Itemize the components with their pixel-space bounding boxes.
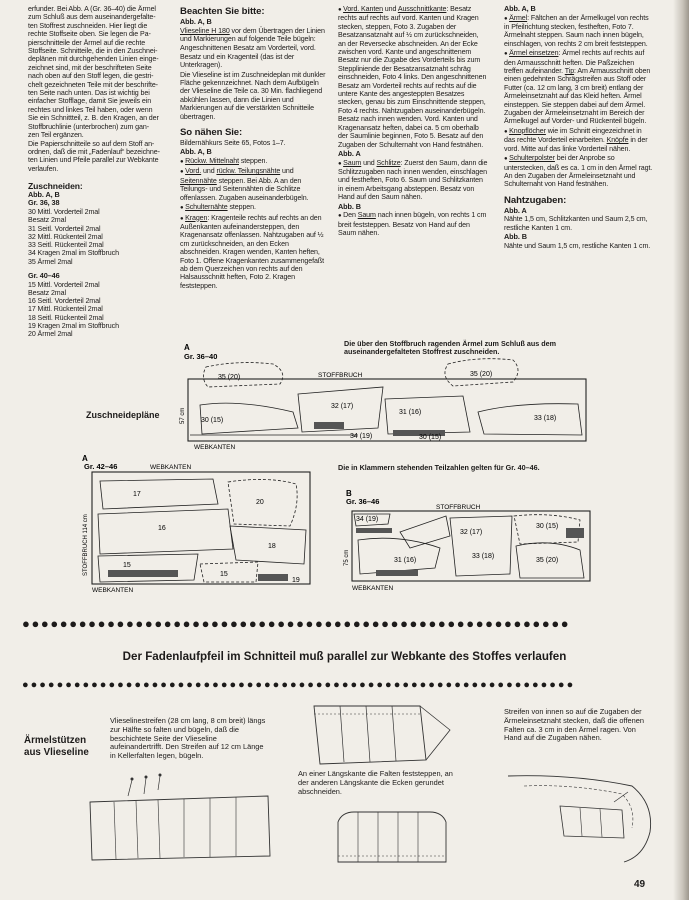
besatz-paragraph: Angeschnittenen Besatz am Vorderteil, vord. Besatz und ein Kragenteil (das ist der Unterkragen).	[180, 44, 316, 70]
term-vord: Vord.	[185, 167, 202, 176]
strip-illustration-1	[84, 772, 274, 862]
a2-piece: 20	[256, 499, 264, 506]
numbers-note: Die in Klammern stehenden Teilzahlen gelten für Gr. 40–46.	[338, 463, 540, 472]
step-aermel-einsetzen-tip: : Am Armausschnitt oben einen gedehnten Schrägstreifen aus Stoff oder Futter (ca. 12 cm lang, 3 cm breit) entlang der Ärmeleinsetznaht auf das Kleid heften. Ärmel einsteppen. Sie steppen dabei auf dem Ärmel. Zugaben der Ärmeleinsetznaht im Bereich der Ärmelkugel auf Vorder- und Rückenteil bügeln.	[504, 67, 651, 126]
intro-line: erfunder. Bei Abb. A (Gr. 36–40) die Ärmel	[28, 5, 156, 13]
a2-size: Gr. 42–46	[84, 462, 118, 471]
intro-text	[28, 5, 168, 173]
step-knopfloecher-rest: wie im Schnitt eingezeichnet in das rechte Vorderteil einarbeiten.	[504, 126, 642, 145]
zuschneideplaene-label: Zuschneidepläne	[86, 410, 160, 420]
a1-width: 57 cm	[180, 407, 186, 424]
step-aermel	[504, 14, 654, 49]
a1-piece: 34 (19)	[350, 433, 373, 440]
a2-selvage-bottom: WEBKANTEN	[92, 587, 134, 594]
a1-piece: 33 (18)	[534, 415, 557, 422]
a2-fold: STOFFBRUCH 114 cm	[83, 514, 89, 576]
step-vord-kanten	[338, 5, 488, 149]
piece-list-item: 35 Ärmel 2mal	[28, 257, 73, 266]
a2-piece: 18	[268, 543, 276, 550]
step-schulterpolster-rest: bei der Anprobe so unterstecken, daß es ca. 1 cm in den Ärmel ragt. An den Zugaben der Ärmeleinsetznaht und Schulternaht von Hand festnähen.	[504, 154, 653, 189]
column-1	[28, 5, 168, 339]
step-kragen-rest: : Kragenteile rechts auf rechts an den Außenkanten aufeinandersteppen, den Kragenansatz offenlassen. Nahtzugaben auf ½ cm zurückschneiden, an den Ecken abschneiden. Kragen wenden, Kanten heften, Foto 1. Offene Kragenkanten zusammengefaßt ab dem Querzeichen von rechts auf den Halsausschnitt heften, Foto 2. Kragen feststeppen.	[180, 213, 324, 290]
zuschneiden-size-1: Gr. 36, 38	[28, 198, 60, 208]
aermelstuetzen-title: Ärmelstützen aus Vlieseline	[24, 735, 89, 758]
dotted-divider-bottom: ●●●●●●●●●●●●●●●●●●●●●●●●●●●●●●●●●●●●●●●●●●●●●●●●●●●●●●●●●●●●●●●●	[22, 679, 576, 691]
piece-list-item: 32 Mittl. Rückenteil 2mal	[28, 232, 103, 241]
strip-illustration-2	[300, 700, 470, 770]
intro-line: Die Papierschnitteile so auf dem Stoff an-	[28, 139, 155, 148]
vlieseline-rest: vor dem Übertragen der Linien und Markierungen auf folgende Teile bügeln:	[180, 26, 325, 43]
layout-a-36-40	[178, 339, 598, 454]
vlieseline-paragraph	[180, 27, 330, 44]
piece-list-2	[28, 281, 168, 339]
term-aermel: Ärmel	[509, 13, 528, 22]
intro-line: pierschnitteile der Ärmel auf die rechte	[28, 38, 146, 47]
a2-piece: 16	[158, 525, 166, 532]
intro-line: Stoffseite. Schnitteile, die in den Zuschnei-	[28, 47, 158, 56]
step-saum-schlitze-rest: : Zuerst den Saum, dann die Schlitzzugaben nach innen wenden, einschlagen und festheften, Foto 6. Saum und Schlitzkanten in einem Arbeitsgang absteppen. Besatz von Hand auf den Saum nähen.	[338, 158, 488, 202]
a1-piece: 30 (15)	[419, 434, 442, 441]
term-kragen: Kragen	[185, 213, 208, 222]
step-vord-kanten-rest: : Besatz rechts auf rechts auf vord. Kanten und Kragen stecken, steppen, Foto 3. Zugaben der Besatzansatznaht auf ½ cm zurückschneiden, an der Reversecke abschneiden. An der Ecke zwischen vord. Kante und angeschnittenem Besatz nur die Zugabe des Vorderteils bis zum Steppliniende der Besatzansatznaht schräg einschneiden, Foto 4 links. Den angeschnittenen Besatz am Vorderteil rechts auf rechts auf die untere Kante des angesteppten Besatzes stecken, genau bis zum Einschnittende steppen, Foto 4 rechts. Nahtzugaben auseinanderbügeln. Besatz nach innen wenden. Vord. Kanten und Kragenansatz heften, dabei ca. 5 cm oberhalb der Saumlinie beginnen, Foto 5. Besatz auf den Zugaben der Schulternaht von Hand festnähen.	[338, 5, 487, 149]
layout-b-36-46	[340, 488, 600, 604]
intro-line: zum Schluß aus dem auseinandergefalte-	[28, 13, 156, 22]
piece-list-item: 15 Mittl. Vorderteil 2mal	[28, 280, 100, 289]
term-seitennaehte: Seitennähte	[180, 176, 217, 185]
step-schulterpolster	[504, 154, 654, 189]
zuschneiden-size-2: Gr. 40–46	[28, 270, 60, 280]
a2-piece: 15	[123, 562, 131, 569]
step-mittelnaht	[180, 157, 330, 166]
term-vord-kanten: Vord. Kanten	[343, 5, 383, 13]
col3-abb-b: Abb. B	[338, 201, 361, 211]
term-knoepfe: Knöpfe	[606, 136, 629, 145]
a2-selvage-top: WEBKANTEN	[150, 464, 192, 471]
bottom-text-2: An einer Längskante die Falten feststeppen, an der anderen Längskante die Ecken gerundet abschneiden.	[298, 769, 453, 796]
zuschneiden-heading: Zuschneiden:	[28, 181, 83, 192]
step-aermel-rest: : Fältchen an der Ärmelkugel von rechts in Pfeilrichtung stecken, festheften, Foto 7. Ärmelnaht steppen. Saum nach innen bügeln, einschlagen, von rechts 2 cm breit feststeppen.	[504, 13, 649, 48]
piece-list-item: 33 Seitl. Rückenteil 2mal	[28, 241, 104, 250]
b-selvage: WEBKANTEN	[352, 585, 394, 592]
a1-piece: 32 (17)	[331, 403, 354, 410]
column-3	[338, 5, 488, 238]
intro-line: zeichnet sind, mit der beschrifteten Seite	[28, 63, 152, 72]
sleeve-illustration	[504, 772, 660, 864]
a2-piece: 15	[220, 571, 228, 578]
intro-line: ten Seite nach unten. Das ist wichtig bei	[28, 89, 150, 98]
a1-size: Gr. 36–40	[184, 352, 218, 361]
term-aermel-einsetzen: Ärmel einsetzen	[509, 49, 559, 58]
strip-illustration-3	[334, 806, 450, 866]
and-2: und	[280, 167, 294, 176]
piece-list-item: 18 Seitl. Rückenteil 2mal	[28, 313, 104, 322]
a1-piece: 31 (16)	[399, 409, 422, 416]
a2-piece: 19	[292, 577, 300, 584]
b-piece: 33 (18)	[472, 553, 495, 560]
piece-list-item: 34 Kragen 2mal im Stoffbruch	[28, 249, 119, 258]
beachten-abb: Abb. A, B	[180, 17, 212, 26]
b-width: 75 cm	[344, 549, 350, 566]
intro-line: einfacher Stofflage, damit Sie jeweils ein	[28, 97, 152, 106]
step-saum-schlitze	[338, 159, 488, 202]
nahtzugaben-a: Nähte 1,5 cm, Schlitzkanten und Saum 2,5 cm, restliche Kanten 1 cm.	[504, 215, 648, 232]
b-piece: 30 (15)	[536, 523, 559, 530]
and-4: und	[361, 158, 377, 167]
intro-line: Sie ein Schnittteil, z. B. den Kragen, an der	[28, 114, 159, 123]
intro-line: ten Linien und Pfeile parallel zur Webkante	[28, 156, 159, 165]
term-mittelnaht: Rückw. Mittelnaht	[185, 157, 239, 166]
step-teilungsnaehte-rest: steppen. Bei Abb. A an den Teilungs- und Seitennähten die Schlitze offenlassen. Zugaben auseinanderbügeln.	[180, 176, 309, 202]
step-schulternaehte	[180, 203, 330, 212]
a1-fold: STOFFBRUCH	[318, 372, 363, 379]
intro-line: verlaufen.	[28, 164, 59, 173]
term-saum: Saum	[343, 158, 362, 167]
a2-piece: 17	[133, 491, 141, 498]
step-teilungsnaehte	[180, 167, 330, 202]
nahtzugaben-abb-b: Abb. B	[504, 232, 527, 242]
b-piece: 34 (19)	[356, 516, 379, 523]
intro-line: rechtes und linkes Teil haben, oder wenn	[28, 105, 153, 114]
piece-list-item: 16 Seitl. Vorderteil 2mal	[28, 297, 101, 306]
step-schulternaehte-rest: steppen.	[227, 203, 256, 212]
term-teilungsnaehte: rückw. Teilungsnähte	[216, 167, 281, 176]
a1-piece: 35 (20)	[470, 371, 493, 378]
intro-line: Stoffbruchlinie (unterbrochen) zum gan-	[28, 122, 149, 131]
term-schulternaehte: Schulternähte	[185, 203, 228, 212]
piece-list-item: Besatz 2mal	[28, 216, 66, 225]
page-edge-shadow	[673, 0, 689, 900]
intro-line: zen Teil ergänzen.	[28, 131, 84, 140]
a1-piece: 30 (15)	[201, 417, 224, 424]
term-schlitze: Schlitze	[376, 158, 401, 167]
bottom-text-1: Vlieselinestreifen (28 cm lang, 8 cm breit) längs zur Hälfte so falten und bügeln, daß die beschichtete Seite der Vlieseline aufeinandertrifft. Den Streifen auf 12 cm Länge in Kellerfalten legen, bügeln.	[110, 716, 266, 761]
a1-selvage: WEBKANTEN	[194, 444, 236, 451]
grain-headline: Der Fadenlaufpfeil im Schnitteil muß parallel zur Webkante des Stoffes verlaufen	[122, 650, 567, 663]
beachten-heading: Beachten Sie bitte:	[180, 6, 265, 17]
intro-line: deplänen mit durchgehenden Linien einge-	[28, 55, 159, 64]
nahtzugaben-heading: Nahtzugaben:	[504, 194, 567, 206]
a2-letter: A	[82, 454, 88, 463]
so-naehen-abb: Abb. A, B	[180, 147, 212, 157]
piece-list-item: 17 Mittl. Rückenteil 2mal	[28, 305, 103, 314]
page-number: 49	[634, 879, 646, 890]
piece-list-item: 20 Ärmel 2mal	[28, 330, 73, 339]
nahtzugaben-abb-a: Abb. A	[504, 205, 527, 215]
column-4	[504, 5, 654, 251]
b-size: Gr. 36–46	[346, 497, 380, 506]
piece-list-item: 30 Mittl. Vorderteil 2mal	[28, 207, 100, 216]
b-piece: 31 (16)	[394, 557, 417, 564]
a1-letter: A	[184, 343, 190, 352]
so-naehen-heading: So nähen Sie:	[180, 127, 243, 139]
step-aermel-einsetzen	[504, 49, 654, 126]
bildernaehkurs: Bildernähkurs Seite 65, Fotos 1–7.	[180, 139, 286, 148]
layout-a-42-46	[78, 454, 318, 596]
col3-abb-a: Abb. A	[338, 148, 361, 158]
intro-line: chelt gezeichneten Teile mit der beschrifte-	[28, 80, 158, 89]
column-2	[180, 4, 330, 291]
step-knopfloecher	[504, 127, 654, 153]
zuschneiden-abb: Abb. A, B	[28, 189, 60, 199]
intro-line: ten Stoffrest zuschneiden. Hier liegt die	[28, 21, 148, 30]
intro-line: ordnen, daß die mit „Fadenlauf“ bezeichne-	[28, 147, 160, 156]
step-knoepfe-rest: in der vord. Mitte auf das linke Vorderteil nähen.	[504, 136, 648, 153]
term-saum-b: Saum	[357, 211, 376, 220]
piece-list-1	[28, 208, 168, 266]
intro-line: rechte Stoffseite oben. Sie legen die Pa-	[28, 30, 151, 39]
piece-list-item: 31 Seitl. Vorderteil 2mal	[28, 224, 101, 233]
and-1: und	[201, 167, 217, 176]
dotted-divider-top: ●●●●●●●●●●●●●●●●●●●●●●●●●●●●●●●●●●●●●●●●●●●●●●●●●●●●●●●●●●	[22, 617, 571, 631]
piece-list-item: 19 Kragen 2mal im Stoffbruch	[28, 322, 119, 331]
term-tip: Tip	[564, 67, 575, 76]
a1-piece: 35 (20)	[218, 374, 241, 381]
vlieseline-note: Die Vlieseline ist im Zuschneideplan mit dunkler Fläche gekennzeichnet. Nach dem Aufbügeln der Vlieseline die Teile ca. 30 Min. flachliegend abkühlen lassen, dann die Linien und Markierungen auf die verstärkten Schnitteile übertragen.	[180, 70, 326, 121]
term-knopfloecher: Knopflöcher	[509, 126, 546, 135]
step-aermel-einsetzen-rest: : Ärmel rechts auf rechts auf den Armausschnitt heften. Die Paßzeichen treffen aufeinander.	[504, 49, 645, 76]
term-schulterpolster: Schulterpolster	[509, 154, 555, 163]
sleeve-note: Die über den Stoffbruch ragenden Ärmel zum Schluß aus dem auseinandergefalteten Stoffrest zuschneiden.	[344, 339, 557, 357]
col4-abb: Abb. A, B	[504, 4, 536, 13]
step-mittelnaht-rest: steppen.	[238, 157, 268, 166]
b-fold: STOFFBRUCH	[436, 504, 481, 511]
b-piece: 32 (17)	[460, 529, 483, 536]
term-ausschnittkante: Ausschnittkante	[397, 5, 447, 13]
step-saum-b	[338, 211, 488, 237]
step-saum-b-rest: nach innen bügeln, von rechts 1 cm breit feststeppen. Besatz von Hand auf den Saum nähen.	[338, 211, 487, 237]
bottom-text-3: Streifen von innen so auf die Zugaben der Ärmeleinsetznaht stecken, daß die offenen Falten ca. 3 cm in den Ärmel ragen. Von Hand auf die Zugaben nähen.	[504, 707, 644, 743]
b-piece: 35 (20)	[536, 557, 559, 564]
intro-line: nach oben auf den Stoff legen, die gestri-	[28, 72, 154, 81]
piece-list-item: Besatz 2mal	[28, 288, 66, 297]
b-letter: B	[346, 489, 352, 498]
and-3: und	[382, 5, 398, 13]
nahtzugaben-b: Nähte und Saum 1,5 cm, restliche Kanten 1 cm.	[504, 241, 651, 250]
step-saum-b-lead: Den	[343, 211, 358, 220]
step-kragen	[180, 214, 330, 291]
vlieseline-term: Vlieseline H 180	[180, 26, 230, 35]
